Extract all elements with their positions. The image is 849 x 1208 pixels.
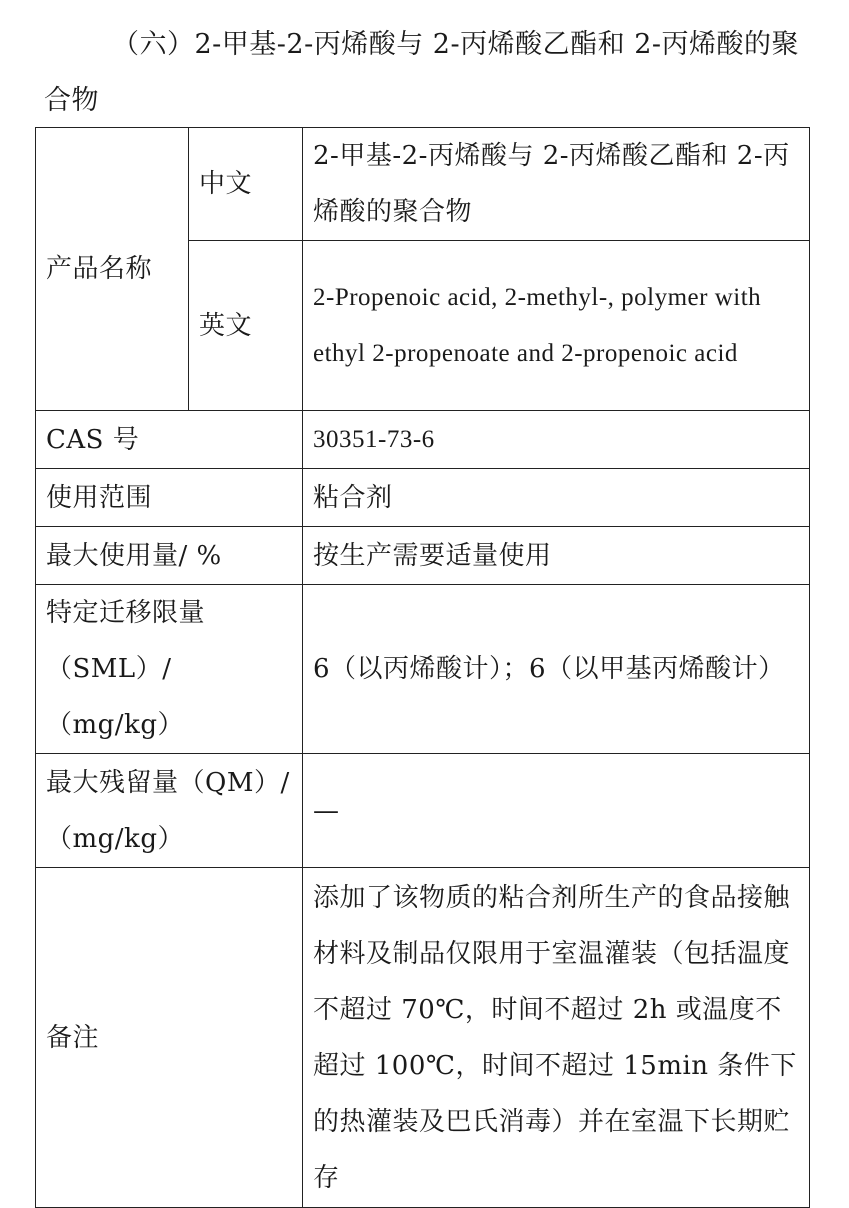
table-row	[36, 585, 810, 754]
product-name-label: 产品名称	[36, 128, 189, 411]
notes-label: 备注	[36, 868, 303, 1208]
notes-value: 添加了该物质的粘合剂所生产的食品接触材料及制品仅限用于室温灌装（包括温度不超过 70℃，时间不超过 2h 或温度不超过 100℃，时间不超过 15min 条件下的热灌装及巴氏消毒）并在室温下长期贮存	[303, 868, 810, 1208]
sml-value: 6（以丙烯酸计）；6（以甲基丙烯酸计）	[303, 585, 810, 754]
table-row	[36, 754, 810, 868]
sml-label: 特定迁移限量（SML）/（mg/kg）	[36, 585, 303, 754]
heading-line-1: （六）2-甲基-2-丙烯酸与 2-丙烯酸乙酯和 2-丙烯酸的聚	[112, 29, 799, 60]
table-row	[36, 469, 810, 527]
max-use-value: 按生产需要适量使用	[303, 527, 810, 585]
usage-value: 粘合剂	[303, 469, 810, 527]
english-label: 英文	[189, 241, 303, 411]
usage-label: 使用范围	[36, 469, 303, 527]
table-row	[36, 527, 810, 585]
cas-value: 30351-73-6	[303, 411, 810, 469]
table-row	[36, 128, 810, 241]
table-row	[36, 411, 810, 469]
chinese-label: 中文	[189, 128, 303, 241]
heading-line-2: 合物	[44, 85, 99, 116]
substance-spec-table	[35, 127, 810, 1208]
chinese-name-value: 2-甲基-2-丙烯酸与 2-丙烯酸乙酯和 2-丙烯酸的聚合物	[303, 128, 810, 241]
max-use-label: 最大使用量/ %	[36, 527, 303, 585]
cas-label: CAS 号	[36, 411, 303, 469]
qm-value: —	[303, 754, 810, 868]
table-row	[36, 868, 810, 1208]
english-name-value: 2-Propenoic acid, 2-methyl-, polymer with ethyl 2-propenoate and 2-propenoic acid	[303, 241, 810, 411]
qm-label: 最大残留量（QM）/（mg/kg）	[36, 754, 303, 868]
